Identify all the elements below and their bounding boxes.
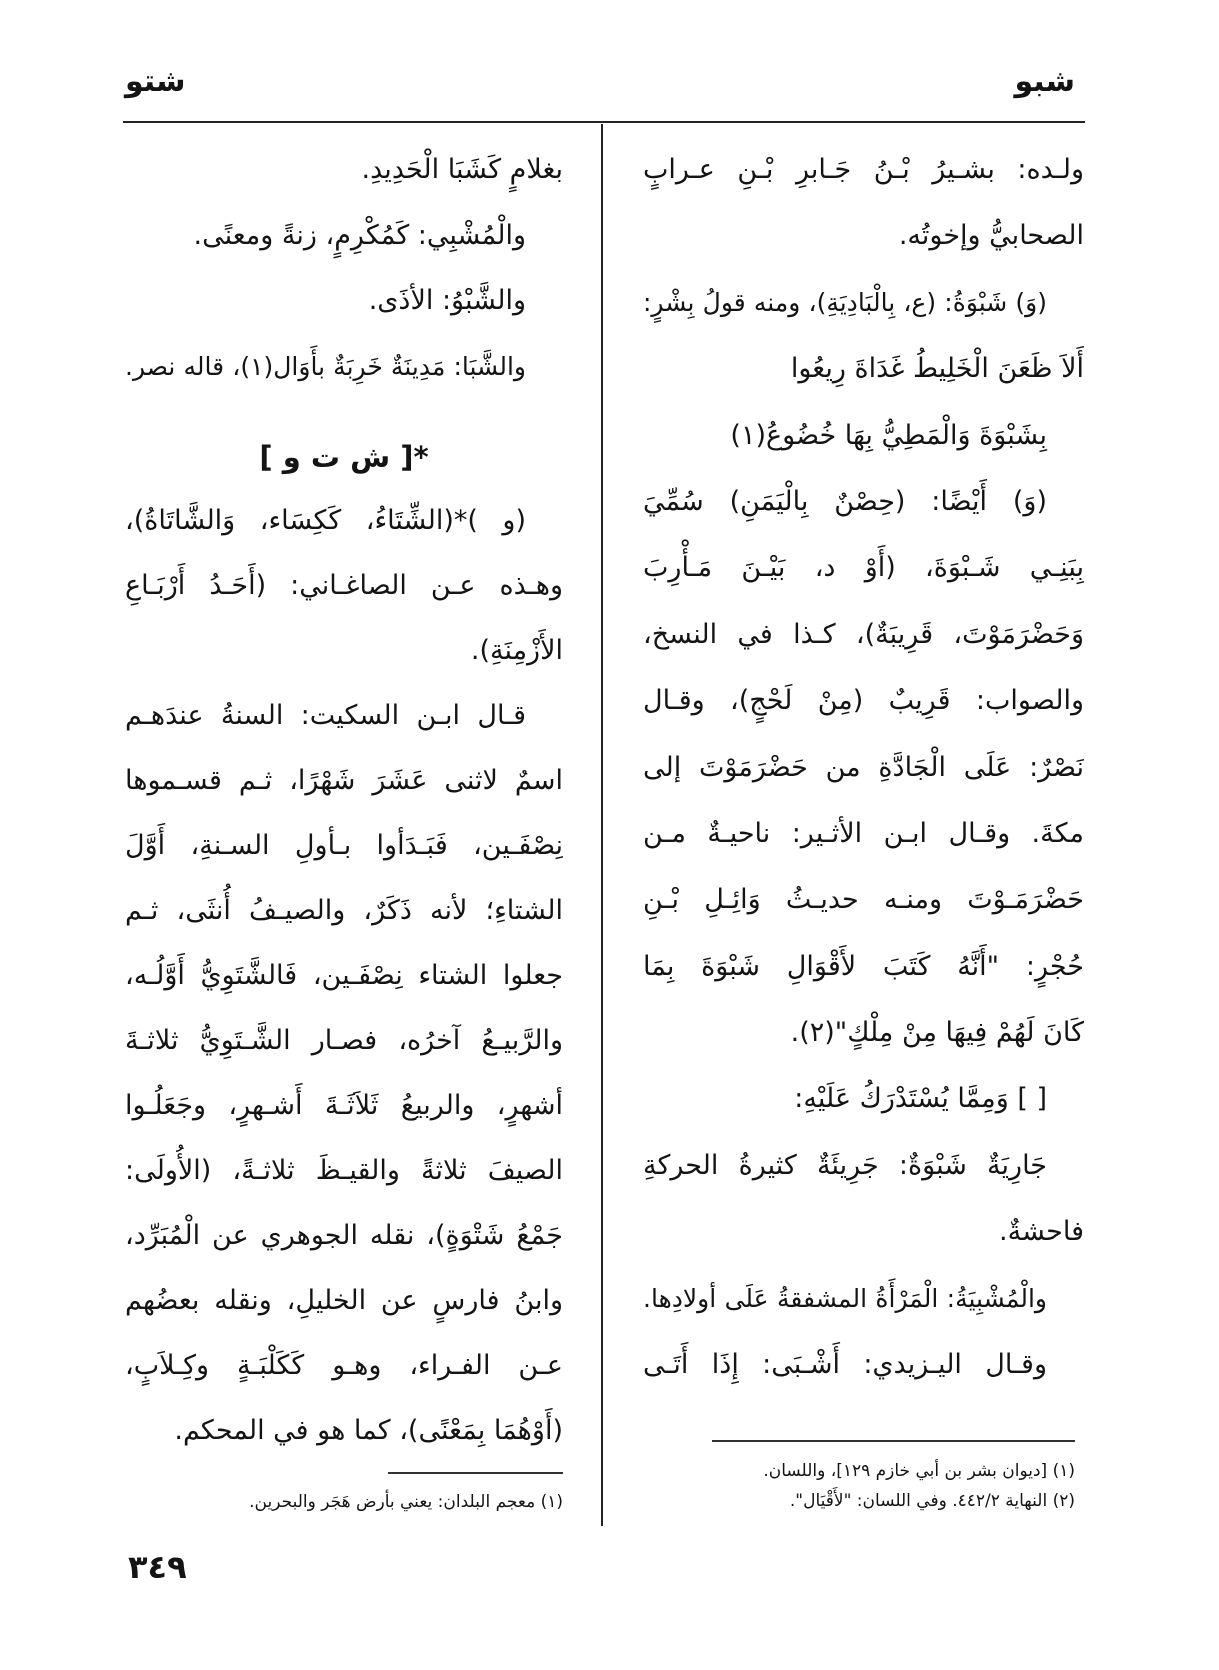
text-line: حَضْرَمَـوْتَ ومنـه حديـثُ وَائِـلِ بْـنِ xyxy=(643,884,1084,916)
text-line: كَانَ لَهُمْ فِيهَا مِنْ مِلْكٍ"(٢). xyxy=(790,1017,1084,1049)
right-footnotes xyxy=(643,1456,1075,1516)
text-line: نَصْرٌ: عَلَى الْجَادَّةِ من حَضْرَمَوْتَ إلى xyxy=(643,751,1084,783)
text-line: ولـده: بشـيرُ بْـنُ جَـابرِ بْـنِ عـرابٍ xyxy=(643,154,1084,185)
column-divider xyxy=(601,124,603,1526)
text-line: فاحشةٌ. xyxy=(999,1216,1084,1248)
text-line: وقـال اليـزيدي: أَشْـبَى: إِذَا أَتَـى xyxy=(643,1349,1047,1381)
text-line: بِبَنِـي شَـبْوَةَ، (أَوْ د، بَيْـنَ مَـأْرِبَ xyxy=(643,552,1084,584)
text-line: حُجْرٍ: "أَنَّهُ كَتَبَ لأَقْوَالِ شَبْوَةَ بِمَا xyxy=(643,950,1084,982)
text-line: (أَوْهُمَا بِمَعْنًى)، كما هو في المحكم. xyxy=(174,1415,563,1446)
text-line: قـال ابـن السكيت: السنةُ عندَهـم xyxy=(125,700,526,731)
footnote-rule xyxy=(712,1440,1075,1442)
verse-line: بِشَبْوَةَ وَالْمَطِيُّ بِهَا خُضُوعُ(١) xyxy=(730,419,1047,451)
text-line: اسمٌ لاثنى عَشَرَ شَهْرًا، ثـم قسـموها xyxy=(125,765,563,796)
text-line: وابنُ فارسٍ عن الخليلِ، ونقله بعضُهم xyxy=(125,1285,563,1316)
text-line: (وَ) أَيْضًا: (حِصْنٌ بِالْيَمَنِ) سُمِّيَ xyxy=(643,485,1047,517)
text-line: والشَّبْوُ: الأذَى. xyxy=(368,285,526,317)
text-line: (و )*(الشِّتَاءُ، كَكِسَاء، وَالشَّاتَاةُ)، xyxy=(125,505,526,536)
text-line: والْمُشْبِي: كَمُكْرِمٍ، زنةً ومعنًى. xyxy=(193,219,526,251)
text-line: [ ] وَمِمَّا يُسْتَدْرَكُ عَلَيْهِ: xyxy=(794,1083,1047,1115)
text-line: (وَ) شَبْوَةُ: (ع، بِالْبَادِيَةِ)، ومنه قولُ بِشْرٍ: xyxy=(643,287,1047,317)
text-line: أشهرٍ، والربيعُ ثَلاَثَـةَ أَشـهرٍ، وجَعَلُـوا xyxy=(125,1090,563,1121)
running-head-left: شتو xyxy=(125,64,186,99)
text-line: بغلامٍ كَشَبَا الْحَدِيدِ. xyxy=(361,154,563,185)
text-line: نِصْفَـين، فَبَـدَأوا بـأولِ السـنةِ، أَوَّلَ xyxy=(125,830,563,861)
text-line: عـن الفـراء، وهـو كَكَلْبَـةٍ وكِـلاَبٍ، xyxy=(125,1350,563,1381)
footnote: (٢) النهاية ٤٤٢/٢. وفي اللسان: "لأَقْيَال". xyxy=(789,1491,1075,1511)
left-column-top xyxy=(125,137,563,400)
text-line: والصواب: قَرِيبٌ (مِنْ لَحْجٍ)، وقـال xyxy=(643,685,1084,717)
root-heading: *[ ش ت و ] xyxy=(259,440,429,474)
text-line: وهـذه عـن الصاغـاني: (أَحَـدُ أَرْبَـاعِ xyxy=(125,570,563,601)
page-number: ٣٤٩ xyxy=(128,1548,187,1586)
text-line: الصحابيُّ وإخوتُه. xyxy=(898,220,1084,252)
left-footnotes xyxy=(125,1487,563,1517)
text-line: مكةَ. وقـال ابـن الأثـير: ناحيـةٌ مـن xyxy=(643,817,1084,849)
text-line: الشتاءِ؛ لأنه ذَكَرٌ، والصيـفُ أُنثَى، ثـم xyxy=(125,895,563,926)
text-line: والرَّبيـعُ آخرُه، فصـار الشَّـتَوِيُّ ثلاثـةَ xyxy=(125,1025,563,1056)
right-column xyxy=(643,137,1084,1398)
text-line: الأَزْمِنَةِ). xyxy=(470,635,563,666)
text-line: وَحَضْرَمَوْتَ، قَرِيبَةٌ)، كـذا في النسخ، xyxy=(643,618,1084,650)
text-line: جَارِيَةٌ شَبْوَةٌ: جَرِيئَةٌ كثيرةُ الحركةِ xyxy=(643,1149,1047,1181)
text-line: جعلوا الشتاء نِصْفَـين، فَالشَّتَوِيُّ أَوَّلُـه، xyxy=(125,960,563,991)
footnote-rule xyxy=(388,1472,563,1474)
text-line: والْمُشْبِيَةُ: الْمَرْأَةُ المشفقةُ عَلَى أولادِها. xyxy=(643,1283,1047,1313)
text-line: الصيفَ ثلاثةً والقيـظَ ثلاثـةً، (الأُولَى: xyxy=(125,1155,563,1186)
footnote: (١) معجم البلدان: يعني بأرض هَجَر والبحرين. xyxy=(249,1492,563,1512)
text-line: والشَّبَا: مَدِينَةٌ خَرِبَةٌ بأَوَال(١)، قاله نصر. xyxy=(125,352,526,382)
header-rule xyxy=(123,121,1085,123)
running-head-right: شبو xyxy=(1014,64,1075,99)
left-column-entry xyxy=(125,488,563,1463)
verse-line: أَلاَ ظَعَنَ الْخَلِيطُ غَدَاةَ رِيعُوا xyxy=(790,353,1084,385)
footnote: (١) [ديوان بشر بن أبي خازم ١٢٩]، واللسان. xyxy=(763,1461,1075,1481)
text-line: جَمْعُ شَتْوَةٍ)، نقله الجوهري عن الْمُبَرِّد، xyxy=(125,1220,563,1251)
